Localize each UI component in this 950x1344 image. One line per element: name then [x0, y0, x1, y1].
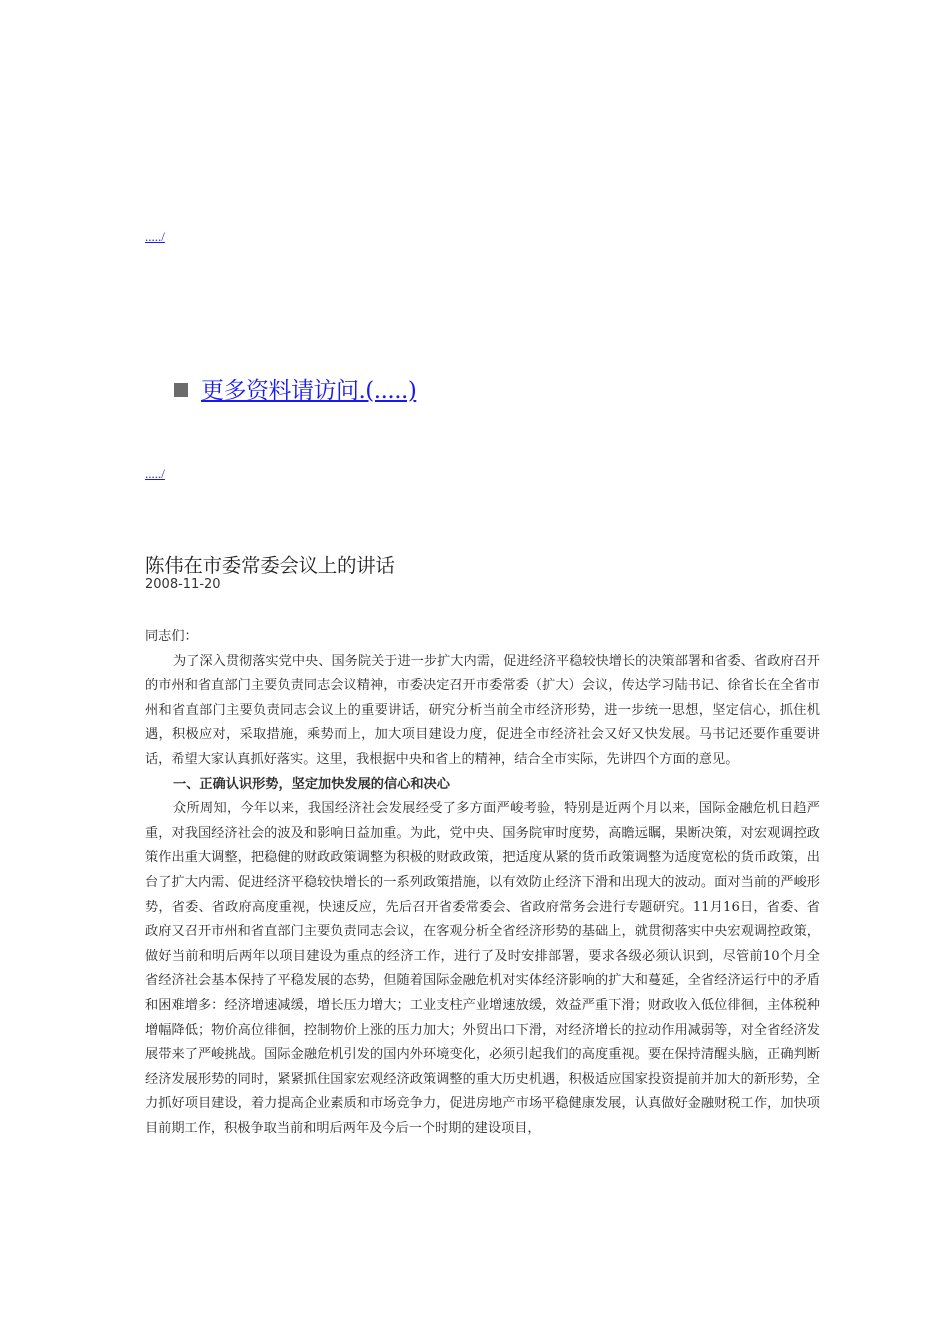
paragraph-intro: 为了深入贯彻落实党中央、国务院关于进一步扩大内需，促进经济平稳较快增长的决策部署和省委、省政府召开的市州和省直部门主要负责同志会议精神，市委决定召开市委常委（扩大）会议，传达学习陆书记、徐省长在全省市州和省直部门主要负责同志会议上的重要讲话，研究分析当前全市经济形势，进一步统一思想，坚定信心，抓住机遇，积极应对，采取措施，乘势而上，加大项目建设力度，促进全市经济社会又好又快发展。马书记还要作重要讲话，希望大家认真抓好落实。这里，我根据中央和省上的精神，结合全市实际，先讲四个方面的意见。: [145, 653, 820, 767]
top-url-link[interactable]: ...../: [145, 229, 165, 244]
section-heading-1: 一、正确认识形势，坚定加快发展的信心和决心: [173, 776, 450, 792]
article-date: 2008-11-20: [145, 577, 221, 592]
salutation: 同志们：: [145, 629, 198, 644]
paragraph-situation: 众所周知，今年以来，我国经济社会发展经受了多方面严峻考验，特别是近两个月以来，国际金融危机日趋严重，对我国经济社会的波及和影响日益加重。为此，党中央、国务院审时度势，高瞻远瞩，果断决策，对宏观调控政策作出重大调整，把稳健的财政政策调整为积极的财政政策，把适度从紧的货币政策调整为适度宽松的货币政策，出台了扩大内需、促进经济平稳较快增长的一系列政策措施，以有效防止经济下滑和出现大的波动。面对当前的严峻形势，省委、省政府高度重视，快速反应，先后召开省委常委会、省政府常务会进行专题研究。11月16日，省委、省政府又召开市州和省直部门主要负责同志会议，在客观分析全省经济形势的基础上，就贯彻落实中央宏观调控政策，做好当前和明后两年以项目建设为重点的经济工作，进行了及时安排部署，要求各级必须认识到，尽管前10个月全省经济社会基本保持了平稳发展的态势，但随着国际金融危机对实体经济影响的扩大和蔓延，全省经济运行中的矛盾和困难增多：经济增速减缓，增长压力增大；工业支柱产业增速放缓，效益严重下滑；财政收入低位徘徊，主体税种增幅降低；物价高位徘徊，控制物价上涨的压力加大；外贸出口下滑，对经济增长的拉动作用减弱等，对全省经济发展带来了严峻挑战。国际金融危机引发的国内外环境变化，必须引起我们的高度重视。要在保持清醒头脑，正确判断经济发展形势的同时，紧紧抓住国家宏观经济政策调整的重大历史机遇，积极适应国家投资提前并加大的新形势，全力抓好项目建设，着力提高企业素质和市场竞争力，促进房地产市场平稳健康发展，认真做好金融财税工作，加快项目前期工作，积极争取当前和明后两年及今后一个时期的建设项目，: [145, 801, 820, 1136]
mid-url-link[interactable]: ...../: [145, 466, 165, 481]
square-bullet-icon: [174, 383, 188, 397]
more-info-row: [174, 372, 416, 405]
more-info-link[interactable]: 更多资料请访问.(.....): [201, 378, 417, 404]
article-title: 陈伟在市委常委会议上的讲话: [145, 554, 395, 577]
article-body: [145, 625, 820, 1141]
